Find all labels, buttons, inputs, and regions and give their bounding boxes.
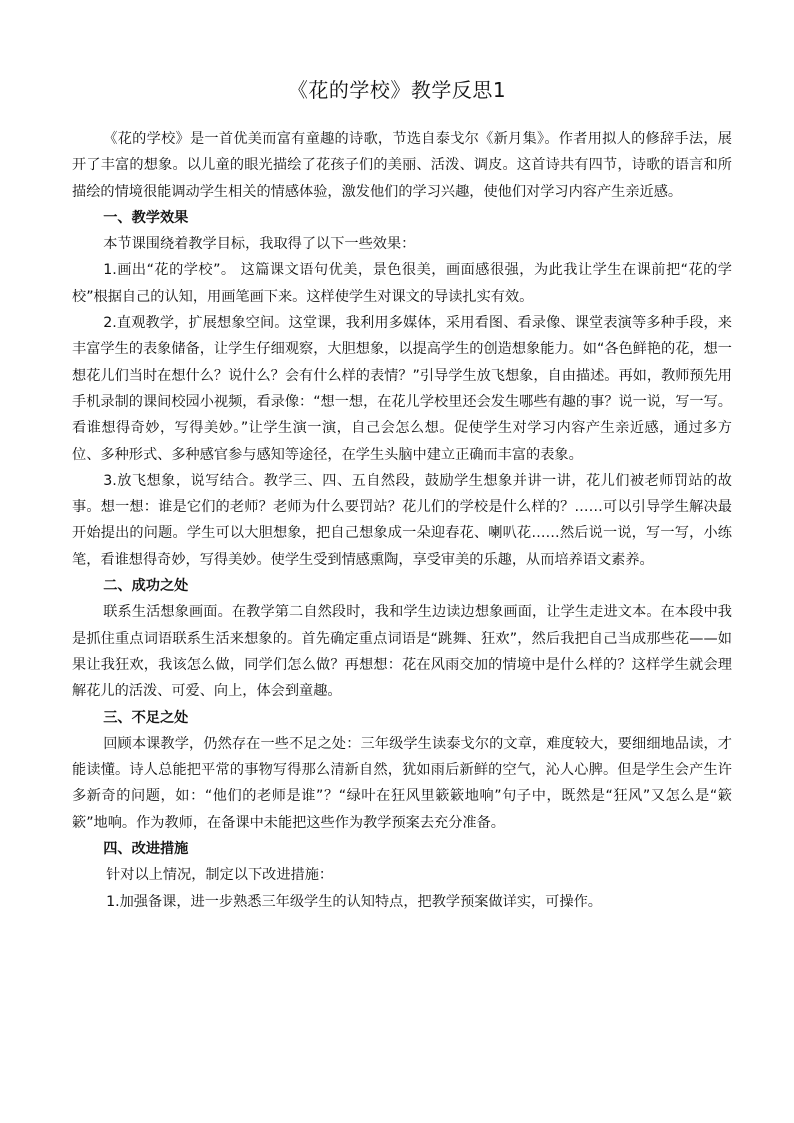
section1-point-3: 3.放飞想象，说写结合。教学三、四、五自然段，鼓励学生想象并讲一讲，花儿们被老师罚站的故事。想一想：谁是它们的老师？老师为什么要罚站？花儿们的学校是什么样的？……可以引导学生解决最开始提出的问题。学生可以大胆想象，把自己想象成一朵迎春花、喇叭花……然后说一说，写一写，小练笔，看谁想得奇妙，写得美妙。使学生受到情感熏陶，享受审美的乐趣，从而培养语文素养。 bbox=[72, 472, 732, 568]
section1-point-2: 2.直观教学，扩展想象空间。这堂课，我利用多媒体，采用看图、看录像、课堂表演等多种手段，来丰富学生的表象储备，让学生仔细观察，大胆想象，以提高学生的创造想象能力。如“各色鲜艳的花，想一想花儿们当时在想什么？说什么？会有什么样的表情？”引导学生放飞想象，自由描述。再如，教师预先用手机录制的课间校园小视频，看录像：“想一想，在花儿学校里还会发生哪些有趣的事？说一说，写一写。看谁想得奇妙，写得美妙。”让学生演一演，自己会怎么想。促使学生对学习内容产生亲近感，通过多方位、多种形式、多种感官参与感知等途径，在学生头脑中建立正确而丰富的表象。 bbox=[72, 315, 732, 463]
section4-lead: 针对以上情况，制定以下改进措施： bbox=[106, 867, 334, 884]
section-heading-teaching-effect: 一、教学效果 bbox=[103, 209, 189, 226]
document-title: 《花的学校》教学反思1 bbox=[287, 78, 507, 102]
section1-lead: 本节课围绕着教学目标，我取得了以下一些效果： bbox=[103, 236, 416, 253]
intro-paragraph: 《花的学校》是一首优美而富有童趣的诗歌，节选自泰戈尔《新月集》。作者用拟人的修辞手法，展开了丰富的想象。以儿童的眼光描绘了花孩子们的美丽、活泼、调皮。这首诗共有四节，诗歌的语言和所描绘的情境很能调动学生相关的情感体验，激发他们的学习兴趣，使他们对学习内容产生亲近感。 bbox=[72, 131, 732, 200]
section2-text: 联系生活想象画面。在教学第二自然段时，我和学生边读边想象画面，让学生走进文本。在本段中我是抓住重点词语联系生活来想象的。首先确定重点词语是“跳舞、狂欢”，然后我把自己当成那些花——如果让我狂欢，我该怎么做，同学们怎么做？再想想：花在风雨交加的情境中是什么样的？这样学生就会理解花儿的活泼、可爱、向上，体会到童趣。 bbox=[72, 604, 732, 700]
section4-point-1: 1.加强备课，进一步熟悉三年级学生的认知特点，把教学预案做详实，可操作。 bbox=[106, 893, 602, 910]
document-body bbox=[72, 126, 732, 915]
section1-point-1: 1.画出“花的学校”。 这篇课文语句优美，景色很美，画面感很强，为此我让学生在课前把“花的学校”根据自己的认知，用画笔画下来。这样使学生对课文的导读扎实有效。 bbox=[72, 262, 732, 305]
section3-text: 回顾本课教学，仍然存在一些不足之处：三年级学生读泰戈尔的文章，难度较大，要细细地品读，才能读懂。诗人总能把平常的事物写得那么清新自然，犹如雨后新鲜的空气，沁人心脾。但是学生会产生许多新奇的问题，如：“他们的老师是谁”？“绿叶在狂风里簌簌地响”句子中，既然是“狂风”又怎么是“簌簌”地响。作为教师，在备课中未能把这些作为教学预案去充分准备。 bbox=[72, 735, 732, 831]
section-heading-shortcomings: 三、不足之处 bbox=[103, 709, 189, 726]
section-heading-successes: 二、成功之处 bbox=[103, 578, 189, 595]
section-heading-improvements: 四、改进措施 bbox=[103, 841, 189, 858]
